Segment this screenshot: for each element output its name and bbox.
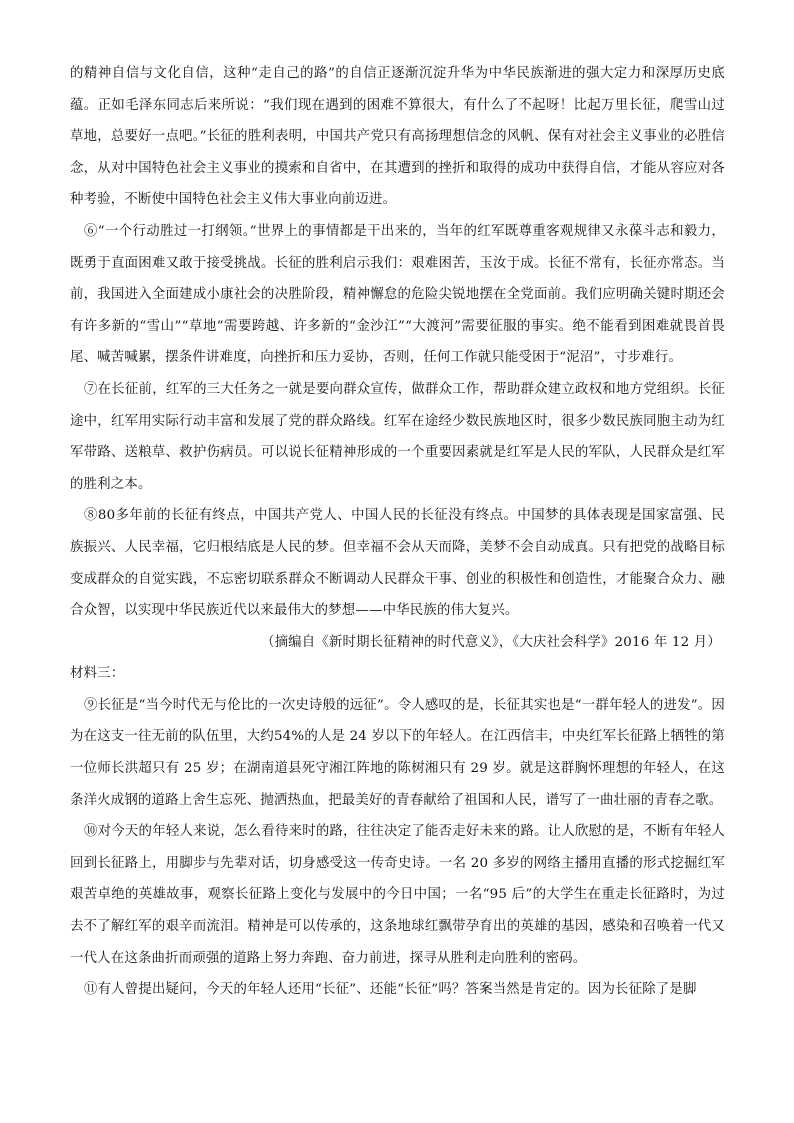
paragraph-11: ⑪有人曾提出疑问，今天的年轻人还用“长征”、还能“长征”吗？答案当然是肯定的。因为长征除了是脚	[84, 982, 697, 998]
material-three-label: 材料三：	[70, 666, 125, 682]
source-citation: （摘编自《新时期长征精神的时代意义》，《大庆社会科学》2016 年 12 月）	[260, 634, 721, 650]
paragraph-10: ⑩对今天的年轻人来说，怎么看待来时的路，往往决定了能否走好未来的路。让人欣慰的是，不断有年轻人回到长征路上，用脚步与先辈对话，切身感受这一传奇史诗。一名 20 多岁的网络主播用直播的形式挖掘红军艰苦卓绝的英雄故事，观察长征路上变化与发展中的今日中国；一名“95 后”的大学生在重走长征路时，为过去不了解红军的艰辛而流泪。精神是可以传承的，这条地球红飘带孕育出的英雄的基因，感染和召唤着一代又一代人在这条曲折而顽强的道路上努力奔跑、奋力前进，探寻从胜利走向胜利的密码。	[70, 824, 725, 966]
paragraph-continuation: 的精神自信与文化自信，这种“走自己的路”的自信正逐渐沉淀升华为中华民族渐进的强大定力和深厚历史底蕴。正如毛泽东同志后来所说：“我们现在遇到的困难不算很大，有什么了不起呀！比起万里长征，爬雪山过草地，总要好一点吧。”长征的胜利表明，中国共产党只有高扬理想信念的风帆、保有对社会主义事业的必胜信念，从对中国特色社会主义事业的摸索和自省中，在其遭到的挫折和取得的成功中获得自信，才能从容应对各种考验，不断使中国特色社会主义伟大事业向前迈进。	[70, 66, 725, 208]
paragraph-8: ⑧80多年前的长征有终点，中国共产党人、中国人民的长征没有终点。中国梦的具体表现是国家富强、民族振兴、人民幸福，它归根结底是人民的梦。但幸福不会从天而降，美梦不会自动成真。只有把党的战略目标变成群众的自觉实践，不忘密切联系群众不断调动人民群众干事、创业的积极性和创造性，才能聚合众力、融合众智，以实现中华民族近代以来最伟大的梦想——中华民族的伟大复兴。	[70, 508, 725, 619]
paragraph-6: ⑥“一个行动胜过一打纲领。”世界上的事情都是干出来的，当年的红军既尊重客观规律又永葆斗志和毅力，既勇于直面困难又敢于接受挑战。长征的胜利启示我们：艰难困苦，玉汝于成。长征不常有，长征亦常态。当前，我国进入全面建成小康社会的决胜阶段，精神懈怠的危险尖锐地摆在全党面前。我们应明确关键时期还会有许多新的“雪山”“草地”需要跨越、许多新的“金沙江”“大渡河”需要征服的事实。绝不能看到困难就畏首畏尾、喊苦喊累，摆条件讲难度，向挫折和压力妥协，否则，任何工作就只能受困于“泥沼”，寸步难行。	[70, 223, 725, 366]
document-page	[70, 58, 725, 1006]
paragraph-7: ⑦在长征前，红军的三大任务之一就是要向群众宣传，做群众工作，帮助群众建立政权和地方党组织。长征途中，红军用实际行动丰富和发展了党的群众路线。红军在途经少数民族地区时，很多少数民族同胞主动为红军带路、送粮草、救护伤病员。可以说长征精神形成的一个重要因素就是红军是人民的军队，人民群众是红军的胜利之本。	[70, 381, 725, 492]
paragraph-9: ⑨长征是“当今时代无与伦比的一次史诗般的远征”。令人感叹的是，长征其实也是“一群年轻人的进发”。因为在这支一往无前的队伍里，大约54%的人是 24 岁以下的年轻人。在江西信丰，中央红军长征路上牺牲的第一位师长洪超只有 25 岁；在湖南道县死守湘江阵地的陈树湘只有 29 岁。就是这群胸怀理想的年轻人，在这条洋火成钢的道路上舍生忘死、抛洒热血，把最美好的青春献给了祖国和人民，谱写了一曲壮丽的青春之歌。	[70, 697, 725, 808]
